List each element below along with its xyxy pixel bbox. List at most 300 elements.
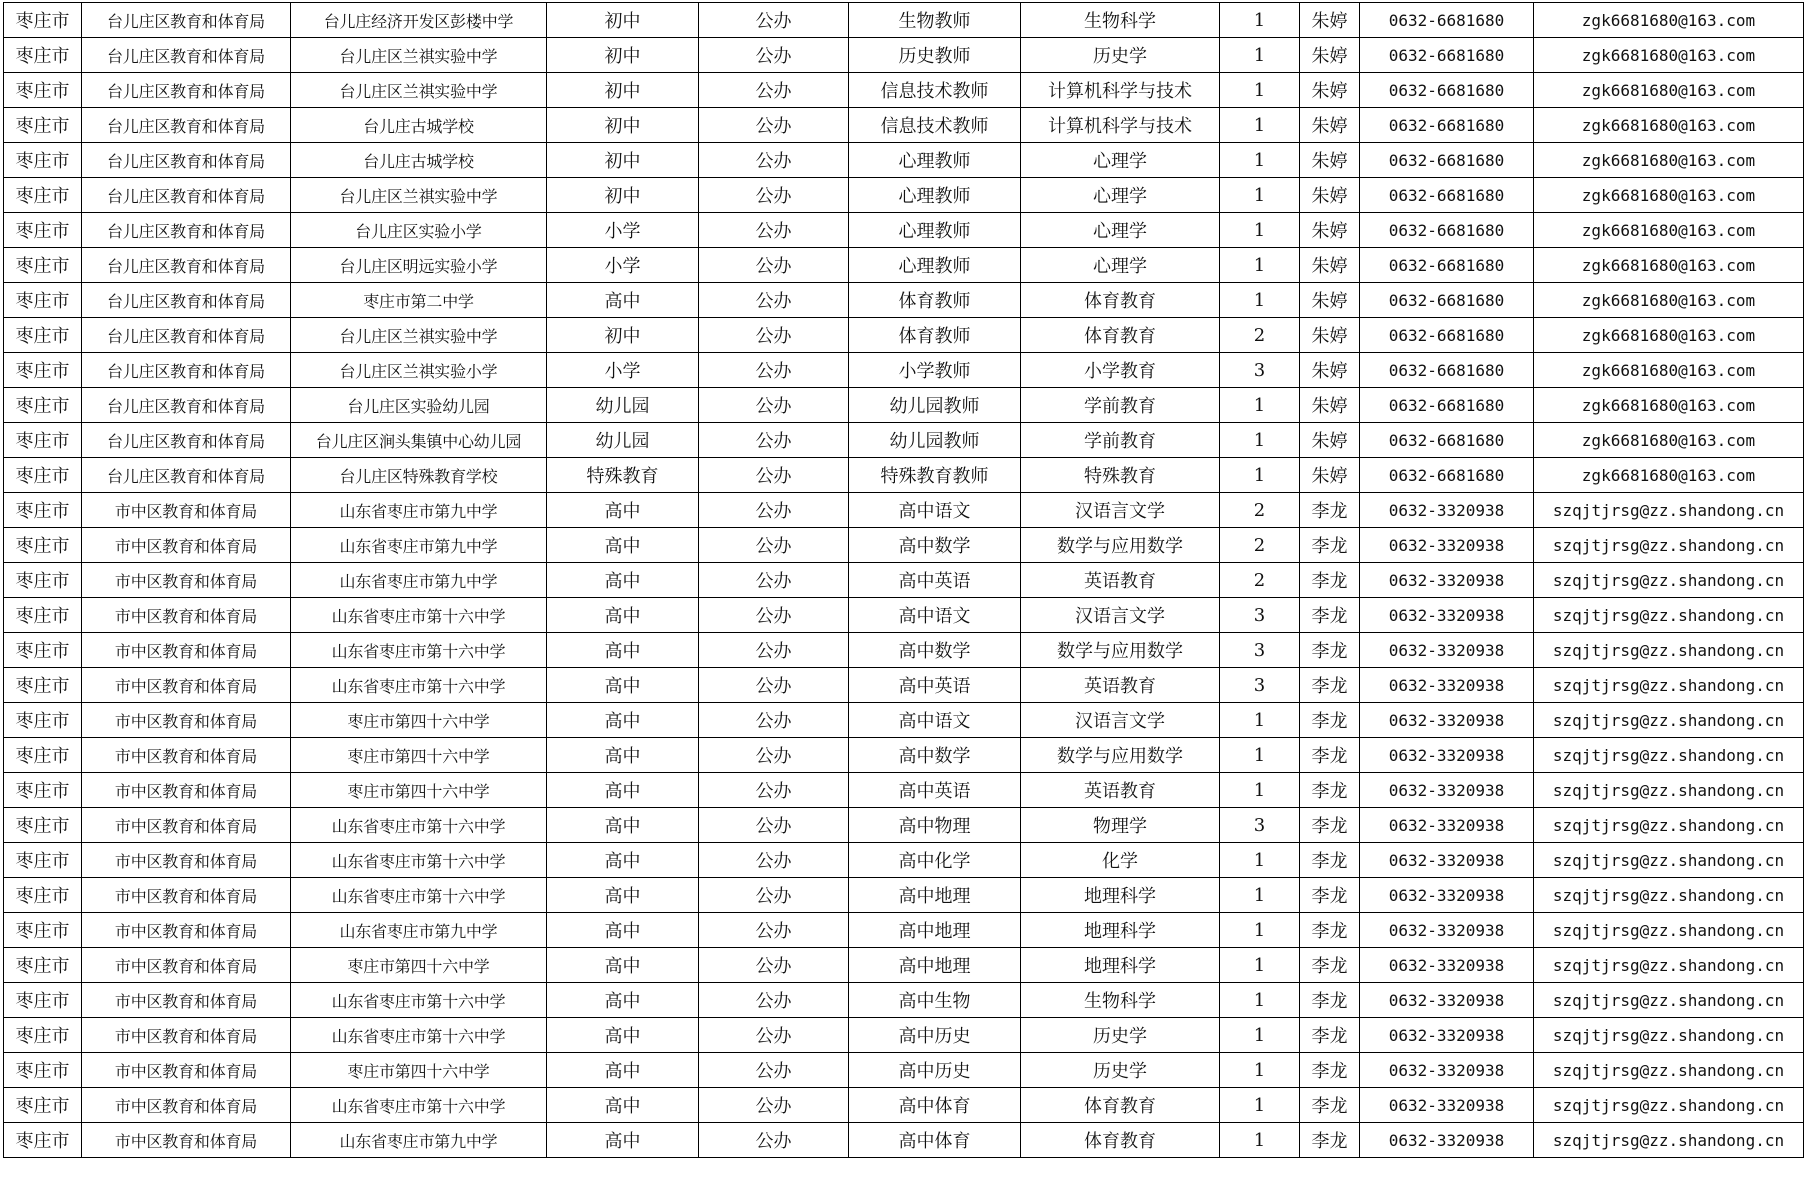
cell-contact: 朱婷 [1300, 283, 1360, 318]
table-row [4, 318, 1804, 353]
cell-phone: 0632-6681680 [1360, 178, 1534, 213]
cell-bureau: 市中区教育和体育局 [82, 633, 291, 668]
recruitment-table [3, 2, 1804, 1158]
cell-phone: 0632-6681680 [1360, 423, 1534, 458]
cell-major: 数学与应用数学 [1021, 738, 1220, 773]
cell-major: 心理学 [1021, 178, 1220, 213]
cell-bureau: 台儿庄区教育和体育局 [82, 283, 291, 318]
cell-major: 学前教育 [1021, 423, 1220, 458]
cell-email: zgk6681680@163.com [1534, 423, 1804, 458]
cell-position: 幼儿园教师 [849, 388, 1021, 423]
cell-phone: 0632-3320938 [1360, 773, 1534, 808]
cell-position: 高中语文 [849, 493, 1021, 528]
cell-count: 3 [1220, 598, 1300, 633]
cell-bureau: 台儿庄区教育和体育局 [82, 213, 291, 248]
cell-city: 枣庄市 [4, 808, 82, 843]
cell-level: 高中 [547, 1088, 699, 1123]
cell-count: 1 [1220, 143, 1300, 178]
cell-school: 台儿庄区兰祺实验中学 [291, 318, 547, 353]
cell-phone: 0632-6681680 [1360, 108, 1534, 143]
cell-position: 心理教师 [849, 178, 1021, 213]
cell-phone: 0632-3320938 [1360, 1053, 1534, 1088]
cell-school: 山东省枣庄市第九中学 [291, 493, 547, 528]
cell-type: 公办 [699, 913, 849, 948]
cell-contact: 朱婷 [1300, 458, 1360, 493]
cell-type: 公办 [699, 318, 849, 353]
cell-count: 1 [1220, 1053, 1300, 1088]
cell-city: 枣庄市 [4, 738, 82, 773]
cell-count: 2 [1220, 563, 1300, 598]
cell-type: 公办 [699, 1088, 849, 1123]
cell-email: szqjtjrsg@zz.shandong.cn [1534, 1123, 1804, 1158]
cell-city: 枣庄市 [4, 38, 82, 73]
cell-type: 公办 [699, 878, 849, 913]
cell-count: 1 [1220, 1018, 1300, 1053]
cell-phone: 0632-3320938 [1360, 633, 1534, 668]
cell-count: 2 [1220, 318, 1300, 353]
cell-count: 1 [1220, 248, 1300, 283]
cell-contact: 李龙 [1300, 808, 1360, 843]
cell-city: 枣庄市 [4, 178, 82, 213]
cell-school: 山东省枣庄市第十六中学 [291, 843, 547, 878]
cell-email: szqjtjrsg@zz.shandong.cn [1534, 983, 1804, 1018]
cell-type: 公办 [699, 213, 849, 248]
cell-phone: 0632-6681680 [1360, 38, 1534, 73]
cell-count: 1 [1220, 1088, 1300, 1123]
cell-school: 山东省枣庄市第十六中学 [291, 808, 547, 843]
table-row [4, 178, 1804, 213]
cell-contact: 李龙 [1300, 563, 1360, 598]
cell-phone: 0632-3320938 [1360, 983, 1534, 1018]
cell-contact: 朱婷 [1300, 423, 1360, 458]
cell-city: 枣庄市 [4, 248, 82, 283]
cell-bureau: 市中区教育和体育局 [82, 598, 291, 633]
cell-email: zgk6681680@163.com [1534, 178, 1804, 213]
cell-count: 1 [1220, 913, 1300, 948]
cell-city: 枣庄市 [4, 528, 82, 563]
cell-count: 1 [1220, 38, 1300, 73]
cell-count: 1 [1220, 213, 1300, 248]
cell-bureau: 台儿庄区教育和体育局 [82, 388, 291, 423]
cell-school: 山东省枣庄市第十六中学 [291, 983, 547, 1018]
table-row [4, 668, 1804, 703]
cell-school: 台儿庄古城学校 [291, 143, 547, 178]
table-row [4, 948, 1804, 983]
cell-type: 公办 [699, 108, 849, 143]
cell-contact: 朱婷 [1300, 3, 1360, 38]
cell-email: zgk6681680@163.com [1534, 318, 1804, 353]
cell-city: 枣庄市 [4, 633, 82, 668]
cell-contact: 朱婷 [1300, 143, 1360, 178]
cell-position: 体育教师 [849, 318, 1021, 353]
cell-position: 高中语文 [849, 703, 1021, 738]
cell-position: 历史教师 [849, 38, 1021, 73]
cell-school: 山东省枣庄市第十六中学 [291, 633, 547, 668]
cell-count: 3 [1220, 633, 1300, 668]
cell-level: 高中 [547, 668, 699, 703]
cell-email: zgk6681680@163.com [1534, 3, 1804, 38]
table-row [4, 73, 1804, 108]
cell-position: 高中生物 [849, 983, 1021, 1018]
cell-city: 枣庄市 [4, 913, 82, 948]
cell-phone: 0632-3320938 [1360, 668, 1534, 703]
cell-bureau: 市中区教育和体育局 [82, 668, 291, 703]
cell-count: 1 [1220, 423, 1300, 458]
cell-email: szqjtjrsg@zz.shandong.cn [1534, 1088, 1804, 1123]
cell-school: 枣庄市第四十六中学 [291, 948, 547, 983]
cell-position: 小学教师 [849, 353, 1021, 388]
cell-position: 体育教师 [849, 283, 1021, 318]
cell-level: 高中 [547, 913, 699, 948]
cell-bureau: 台儿庄区教育和体育局 [82, 248, 291, 283]
cell-type: 公办 [699, 668, 849, 703]
cell-type: 公办 [699, 423, 849, 458]
cell-phone: 0632-6681680 [1360, 353, 1534, 388]
cell-major: 数学与应用数学 [1021, 633, 1220, 668]
cell-school: 台儿庄区兰祺实验中学 [291, 38, 547, 73]
cell-major: 生物科学 [1021, 983, 1220, 1018]
cell-phone: 0632-3320938 [1360, 808, 1534, 843]
cell-major: 汉语言文学 [1021, 598, 1220, 633]
cell-bureau: 台儿庄区教育和体育局 [82, 108, 291, 143]
cell-email: szqjtjrsg@zz.shandong.cn [1534, 563, 1804, 598]
cell-email: zgk6681680@163.com [1534, 248, 1804, 283]
cell-school: 山东省枣庄市第十六中学 [291, 598, 547, 633]
cell-major: 历史学 [1021, 1018, 1220, 1053]
cell-level: 特殊教育 [547, 458, 699, 493]
cell-major: 汉语言文学 [1021, 703, 1220, 738]
cell-contact: 朱婷 [1300, 353, 1360, 388]
table-row [4, 633, 1804, 668]
cell-bureau: 市中区教育和体育局 [82, 808, 291, 843]
cell-city: 枣庄市 [4, 668, 82, 703]
cell-bureau: 市中区教育和体育局 [82, 1123, 291, 1158]
cell-contact: 朱婷 [1300, 248, 1360, 283]
cell-major: 体育教育 [1021, 1123, 1220, 1158]
cell-phone: 0632-6681680 [1360, 3, 1534, 38]
cell-level: 初中 [547, 318, 699, 353]
cell-major: 物理学 [1021, 808, 1220, 843]
cell-type: 公办 [699, 283, 849, 318]
cell-school: 山东省枣庄市第十六中学 [291, 668, 547, 703]
cell-city: 枣庄市 [4, 213, 82, 248]
cell-phone: 0632-6681680 [1360, 283, 1534, 318]
cell-phone: 0632-6681680 [1360, 213, 1534, 248]
cell-level: 小学 [547, 353, 699, 388]
cell-email: zgk6681680@163.com [1534, 213, 1804, 248]
cell-bureau: 市中区教育和体育局 [82, 773, 291, 808]
table-body [4, 3, 1804, 1158]
table-row [4, 108, 1804, 143]
cell-email: szqjtjrsg@zz.shandong.cn [1534, 668, 1804, 703]
cell-school: 枣庄市第四十六中学 [291, 703, 547, 738]
cell-position: 高中历史 [849, 1018, 1021, 1053]
table-row [4, 3, 1804, 38]
cell-position: 幼儿园教师 [849, 423, 1021, 458]
cell-email: szqjtjrsg@zz.shandong.cn [1534, 528, 1804, 563]
cell-bureau: 台儿庄区教育和体育局 [82, 318, 291, 353]
cell-phone: 0632-6681680 [1360, 388, 1534, 423]
table-row [4, 913, 1804, 948]
cell-city: 枣庄市 [4, 598, 82, 633]
cell-type: 公办 [699, 458, 849, 493]
cell-city: 枣庄市 [4, 493, 82, 528]
cell-count: 1 [1220, 178, 1300, 213]
cell-bureau: 市中区教育和体育局 [82, 843, 291, 878]
cell-email: zgk6681680@163.com [1534, 353, 1804, 388]
cell-bureau: 台儿庄区教育和体育局 [82, 423, 291, 458]
cell-school: 山东省枣庄市第十六中学 [291, 878, 547, 913]
cell-type: 公办 [699, 3, 849, 38]
cell-level: 高中 [547, 528, 699, 563]
cell-type: 公办 [699, 178, 849, 213]
cell-city: 枣庄市 [4, 843, 82, 878]
cell-type: 公办 [699, 703, 849, 738]
cell-type: 公办 [699, 493, 849, 528]
cell-phone: 0632-6681680 [1360, 458, 1534, 493]
cell-email: szqjtjrsg@zz.shandong.cn [1534, 843, 1804, 878]
cell-bureau: 台儿庄区教育和体育局 [82, 458, 291, 493]
cell-count: 1 [1220, 458, 1300, 493]
cell-level: 初中 [547, 143, 699, 178]
cell-city: 枣庄市 [4, 318, 82, 353]
cell-school: 台儿庄区兰祺实验中学 [291, 178, 547, 213]
cell-major: 地理科学 [1021, 878, 1220, 913]
cell-city: 枣庄市 [4, 283, 82, 318]
cell-school: 山东省枣庄市第十六中学 [291, 1088, 547, 1123]
cell-position: 心理教师 [849, 213, 1021, 248]
cell-city: 枣庄市 [4, 563, 82, 598]
cell-level: 高中 [547, 1123, 699, 1158]
cell-contact: 李龙 [1300, 738, 1360, 773]
cell-school: 台儿庄区兰祺实验小学 [291, 353, 547, 388]
cell-position: 高中地理 [849, 878, 1021, 913]
cell-city: 枣庄市 [4, 1053, 82, 1088]
cell-type: 公办 [699, 388, 849, 423]
cell-major: 历史学 [1021, 1053, 1220, 1088]
table-row [4, 38, 1804, 73]
cell-level: 高中 [547, 773, 699, 808]
cell-major: 心理学 [1021, 213, 1220, 248]
cell-major: 特殊教育 [1021, 458, 1220, 493]
cell-level: 高中 [547, 1018, 699, 1053]
table-row [4, 213, 1804, 248]
cell-contact: 朱婷 [1300, 178, 1360, 213]
cell-school: 枣庄市第四十六中学 [291, 1053, 547, 1088]
cell-school: 枣庄市第二中学 [291, 283, 547, 318]
cell-count: 1 [1220, 1123, 1300, 1158]
cell-city: 枣庄市 [4, 773, 82, 808]
table-row [4, 493, 1804, 528]
cell-contact: 李龙 [1300, 703, 1360, 738]
cell-phone: 0632-3320938 [1360, 703, 1534, 738]
cell-contact: 李龙 [1300, 948, 1360, 983]
cell-email: szqjtjrsg@zz.shandong.cn [1534, 633, 1804, 668]
table-row [4, 1088, 1804, 1123]
cell-city: 枣庄市 [4, 108, 82, 143]
cell-count: 1 [1220, 843, 1300, 878]
cell-count: 1 [1220, 388, 1300, 423]
cell-school: 山东省枣庄市第九中学 [291, 528, 547, 563]
cell-contact: 李龙 [1300, 773, 1360, 808]
table-row [4, 1018, 1804, 1053]
cell-phone: 0632-3320938 [1360, 528, 1534, 563]
cell-city: 枣庄市 [4, 983, 82, 1018]
table-row [4, 353, 1804, 388]
cell-level: 高中 [547, 738, 699, 773]
cell-count: 1 [1220, 3, 1300, 38]
cell-position: 高中地理 [849, 948, 1021, 983]
cell-position: 高中物理 [849, 808, 1021, 843]
cell-bureau: 台儿庄区教育和体育局 [82, 3, 291, 38]
cell-major: 体育教育 [1021, 283, 1220, 318]
cell-school: 山东省枣庄市第九中学 [291, 913, 547, 948]
cell-email: zgk6681680@163.com [1534, 108, 1804, 143]
table-row [4, 388, 1804, 423]
cell-type: 公办 [699, 353, 849, 388]
cell-city: 枣庄市 [4, 73, 82, 108]
cell-position: 心理教师 [849, 143, 1021, 178]
cell-school: 台儿庄区特殊教育学校 [291, 458, 547, 493]
cell-level: 小学 [547, 213, 699, 248]
cell-phone: 0632-3320938 [1360, 563, 1534, 598]
cell-contact: 朱婷 [1300, 213, 1360, 248]
cell-position: 高中英语 [849, 668, 1021, 703]
cell-type: 公办 [699, 1018, 849, 1053]
cell-count: 1 [1220, 108, 1300, 143]
cell-phone: 0632-3320938 [1360, 1088, 1534, 1123]
cell-type: 公办 [699, 633, 849, 668]
cell-position: 特殊教育教师 [849, 458, 1021, 493]
cell-major: 化学 [1021, 843, 1220, 878]
cell-email: szqjtjrsg@zz.shandong.cn [1534, 948, 1804, 983]
cell-level: 高中 [547, 878, 699, 913]
cell-contact: 李龙 [1300, 493, 1360, 528]
cell-city: 枣庄市 [4, 353, 82, 388]
cell-contact: 李龙 [1300, 983, 1360, 1018]
cell-school: 台儿庄区实验幼儿园 [291, 388, 547, 423]
cell-bureau: 市中区教育和体育局 [82, 1018, 291, 1053]
cell-phone: 0632-6681680 [1360, 73, 1534, 108]
cell-major: 英语教育 [1021, 668, 1220, 703]
cell-type: 公办 [699, 843, 849, 878]
cell-level: 高中 [547, 843, 699, 878]
cell-count: 1 [1220, 73, 1300, 108]
cell-type: 公办 [699, 38, 849, 73]
cell-count: 1 [1220, 703, 1300, 738]
cell-major: 计算机科学与技术 [1021, 73, 1220, 108]
cell-contact: 朱婷 [1300, 73, 1360, 108]
cell-level: 高中 [547, 563, 699, 598]
cell-school: 台儿庄区实验小学 [291, 213, 547, 248]
cell-contact: 李龙 [1300, 878, 1360, 913]
cell-city: 枣庄市 [4, 703, 82, 738]
cell-city: 枣庄市 [4, 948, 82, 983]
cell-major: 汉语言文学 [1021, 493, 1220, 528]
cell-email: szqjtjrsg@zz.shandong.cn [1534, 1018, 1804, 1053]
cell-position: 信息技术教师 [849, 73, 1021, 108]
cell-type: 公办 [699, 143, 849, 178]
cell-contact: 朱婷 [1300, 38, 1360, 73]
cell-city: 枣庄市 [4, 423, 82, 458]
cell-position: 高中语文 [849, 598, 1021, 633]
cell-contact: 朱婷 [1300, 108, 1360, 143]
cell-major: 生物科学 [1021, 3, 1220, 38]
cell-email: szqjtjrsg@zz.shandong.cn [1534, 703, 1804, 738]
table-row [4, 1123, 1804, 1158]
cell-school: 山东省枣庄市第九中学 [291, 563, 547, 598]
cell-level: 高中 [547, 808, 699, 843]
cell-level: 高中 [547, 983, 699, 1018]
cell-school: 台儿庄区明远实验小学 [291, 248, 547, 283]
cell-type: 公办 [699, 1123, 849, 1158]
cell-email: szqjtjrsg@zz.shandong.cn [1534, 1053, 1804, 1088]
cell-school: 山东省枣庄市第十六中学 [291, 1018, 547, 1053]
cell-contact: 李龙 [1300, 843, 1360, 878]
cell-type: 公办 [699, 563, 849, 598]
cell-major: 体育教育 [1021, 1088, 1220, 1123]
cell-contact: 李龙 [1300, 1088, 1360, 1123]
cell-bureau: 市中区教育和体育局 [82, 703, 291, 738]
cell-email: szqjtjrsg@zz.shandong.cn [1534, 808, 1804, 843]
cell-level: 高中 [547, 1053, 699, 1088]
cell-city: 枣庄市 [4, 1088, 82, 1123]
cell-major: 历史学 [1021, 38, 1220, 73]
cell-contact: 李龙 [1300, 528, 1360, 563]
cell-bureau: 台儿庄区教育和体育局 [82, 73, 291, 108]
cell-major: 心理学 [1021, 248, 1220, 283]
cell-bureau: 市中区教育和体育局 [82, 563, 291, 598]
table-row [4, 808, 1804, 843]
cell-bureau: 台儿庄区教育和体育局 [82, 178, 291, 213]
table-row [4, 143, 1804, 178]
cell-level: 初中 [547, 108, 699, 143]
table-row [4, 563, 1804, 598]
cell-level: 初中 [547, 38, 699, 73]
cell-major: 英语教育 [1021, 563, 1220, 598]
cell-position: 高中数学 [849, 738, 1021, 773]
cell-level: 幼儿园 [547, 388, 699, 423]
cell-count: 2 [1220, 528, 1300, 563]
cell-phone: 0632-3320938 [1360, 493, 1534, 528]
cell-major: 心理学 [1021, 143, 1220, 178]
cell-bureau: 市中区教育和体育局 [82, 493, 291, 528]
cell-email: szqjtjrsg@zz.shandong.cn [1534, 878, 1804, 913]
table-row [4, 843, 1804, 878]
cell-contact: 朱婷 [1300, 318, 1360, 353]
cell-city: 枣庄市 [4, 3, 82, 38]
cell-contact: 李龙 [1300, 668, 1360, 703]
cell-phone: 0632-3320938 [1360, 738, 1534, 773]
cell-email: zgk6681680@163.com [1534, 143, 1804, 178]
cell-email: zgk6681680@163.com [1534, 458, 1804, 493]
cell-major: 学前教育 [1021, 388, 1220, 423]
cell-level: 高中 [547, 703, 699, 738]
cell-bureau: 市中区教育和体育局 [82, 528, 291, 563]
cell-email: zgk6681680@163.com [1534, 38, 1804, 73]
cell-school: 枣庄市第四十六中学 [291, 773, 547, 808]
cell-contact: 李龙 [1300, 633, 1360, 668]
cell-level: 初中 [547, 3, 699, 38]
cell-phone: 0632-6681680 [1360, 248, 1534, 283]
cell-level: 初中 [547, 178, 699, 213]
cell-bureau: 市中区教育和体育局 [82, 913, 291, 948]
cell-school: 台儿庄古城学校 [291, 108, 547, 143]
cell-email: szqjtjrsg@zz.shandong.cn [1534, 738, 1804, 773]
cell-city: 枣庄市 [4, 878, 82, 913]
cell-phone: 0632-6681680 [1360, 318, 1534, 353]
cell-count: 3 [1220, 808, 1300, 843]
